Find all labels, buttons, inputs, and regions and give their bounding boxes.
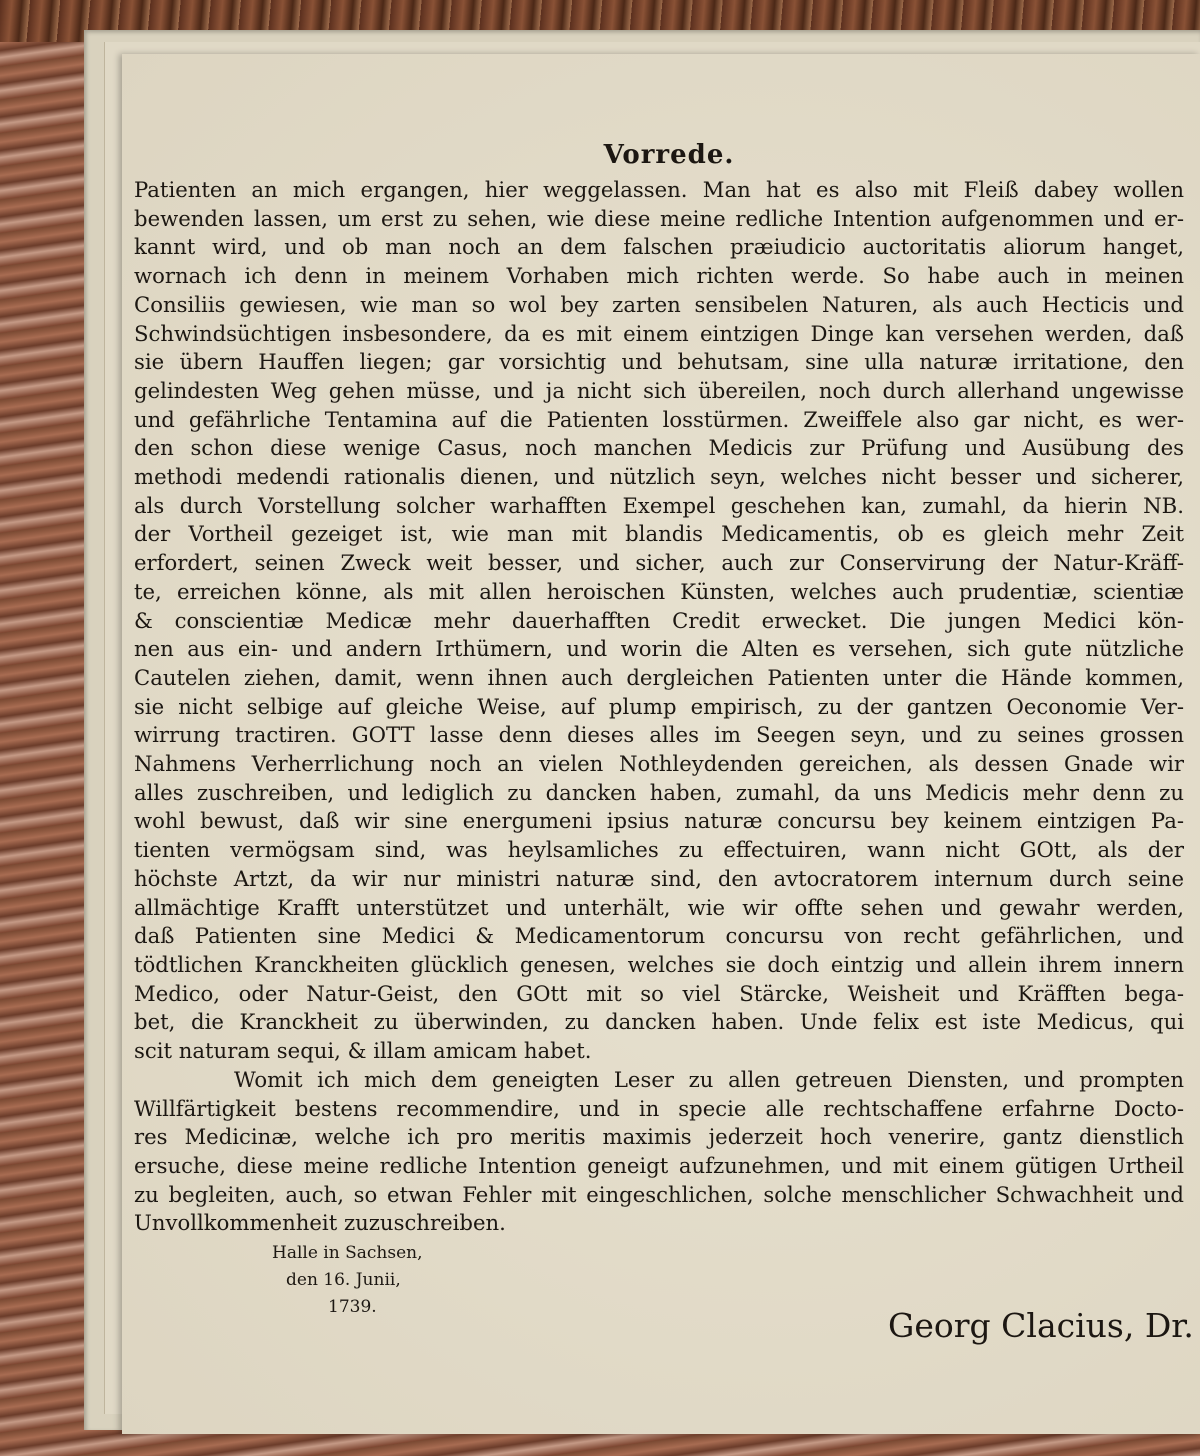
paragraph-1 (134, 176, 1184, 1066)
text-line: kannt wird, und ob man noch an dem falschen præiudicio auctoritatis aliorum hanget, (134, 234, 1184, 260)
text-line: sie nicht selbige auf gleiche Weise, auf plump empirisch, zu der gantzen Oeconomie Ver- (134, 693, 1184, 719)
date-line: den 16. Junii, (286, 1270, 401, 1290)
text-line: der Vortheil gezeiget ist, wie man mit blandis Medicamentis, ob es gleich mehr Zeit (134, 521, 1184, 547)
text-line: & conscientiæ Medicæ mehr dauerhafften Credit erwecket. Die jungen Medici kön- (134, 607, 1184, 633)
text-line: Schwindsüchtigen insbesondere, da es mit einem eintzigen Dinge kan versehen werden, daß (134, 320, 1184, 346)
text-line: ersuche, diese meine redliche Intention geneigt aufzunehmen, und mit einem gütigen Urtheil (134, 1152, 1184, 1178)
text-line: Nahmens Verherrlichung noch an vielen Nothleydenden gereichen, als dessen Gnade wir (134, 751, 1184, 777)
text-line: Womit ich mich dem geneigten Leser zu allen getreuen Diensten, und prompten (234, 1066, 1184, 1092)
text-line: wornach ich denn in meinem Vorhaben mich richten werde. So habe auch in meinen (134, 263, 1184, 289)
text-line: den schon diese wenige Casus, noch manchen Medicis zur Prüfung und Ausübung des (134, 435, 1184, 461)
year-line: 1739. (328, 1297, 377, 1317)
text-line: sie übern Hauffen liegen; gar vorsichtig und behutsam, sine ulla naturæ irritatione, den (134, 349, 1184, 375)
place-date-block (272, 1240, 422, 1321)
text-line: alles zuschreiben, und lediglich zu dancken haben, zumahl, da uns Medicis mehr denn zu (134, 779, 1184, 805)
text-line: Medico, oder Natur-Geist, den GOtt mit so viel Stärcke, Weisheit und Kräfften bega- (134, 980, 1184, 1006)
text-line: zu begleiten, auch, so etwan Fehler mit eingeschlichen, solche menschlicher Schwachheit und (134, 1181, 1184, 1207)
text-line: tödtlichen Kranckheiten glücklich genesen, welches sie doch eintzig und allein ihrem innern (134, 951, 1184, 977)
text-line: wohl bewust, daß wir sine energumeni ipsius naturæ concursu bey keinem eintzigen Pa- (134, 808, 1184, 834)
page-text-block (134, 140, 1184, 1238)
text-line: Patienten an mich ergangen, hier weggelassen. Man hat es also mit Fleiß dabey wollen (134, 177, 1184, 202)
text-line: methodi medendi rationalis dienen, und nützlich seyn, welches nicht besser und sicherer, (134, 464, 1184, 490)
text-line: Cautelen ziehen, damit, wenn ihnen auch dergleichen Patienten unter die Hände kommen, (134, 664, 1184, 690)
text-line: Unvollkommenheit zuzuschreiben. (134, 1210, 506, 1236)
text-line: Willfärtigkeit bestens recommendire, und in specie alle rechtschaffene erfahrne Docto- (134, 1095, 1184, 1121)
author-signature: Georg Clacius, Dr. (888, 1306, 1194, 1345)
text-line: erfordert, seinen Zweck weit besser, und sicher, auch zur Conservirung der Natur-Kräff- (134, 550, 1184, 576)
text-line: tienten vermögsam sind, was heylsamliches zu effectuiren, wann nicht GOtt, als der (134, 837, 1184, 863)
paragraph-2 (134, 1066, 1184, 1238)
text-line: und gefährliche Tentamina auf die Patienten losstürmen. Zweiffele also gar nicht, es wer- (134, 406, 1184, 432)
text-line: daß Patienten sine Medici & Medicamentorum concursu von recht gefährlichen, und (134, 923, 1184, 949)
text-line: Consiliis gewiesen, wie man so wol bey zarten sensibelen Naturen, als auch Hecticis und (134, 291, 1184, 317)
text-line: bewenden lassen, um erst zu sehen, wie diese meine redliche Intention aufgenommen und er- (134, 205, 1184, 231)
text-line: gelindesten Weg gehen müsse, und ja nicht sich übereilen, noch durch allerhand ungewisse (134, 377, 1184, 403)
text-line: als durch Vorstellung solcher warhafften Exempel geschehen kan, zumahl, da hierin NB. (134, 492, 1184, 518)
text-line: allmächtige Krafft unterstützet und unterhält, wie wir offte sehen und gewahr werden, (134, 894, 1184, 920)
text-line: bet, die Kranckheit zu überwinden, zu dancken haben. Unde felix est iste Medicus, qui (134, 1009, 1184, 1035)
text-line: res Medicinæ, welche ich pro meritis maximis jederzeit hoch venerire, gantz dienstlich (134, 1124, 1184, 1150)
place-line: Halle in Sachsen, (272, 1243, 423, 1263)
text-line: scit naturam sequi, & illam amicam habet. (134, 1038, 592, 1064)
text-line: wirrung tractiren. GOTT lasse denn dieses alles im Seegen seyn, und zu seines grossen (134, 722, 1184, 748)
page-header: Vorrede. (603, 140, 735, 170)
text-line: te, erreichen könne, als mit allen heroischen Künsten, welches auch prudentiæ, scientiæ (134, 578, 1184, 604)
text-line: höchste Artzt, da wir nur ministri naturæ sind, den avtocratorem internum durch seine (134, 865, 1184, 891)
text-line: nen aus ein- und andern Irthümern, und worin die Alten es versehen, sich gute nützliche (134, 636, 1184, 662)
